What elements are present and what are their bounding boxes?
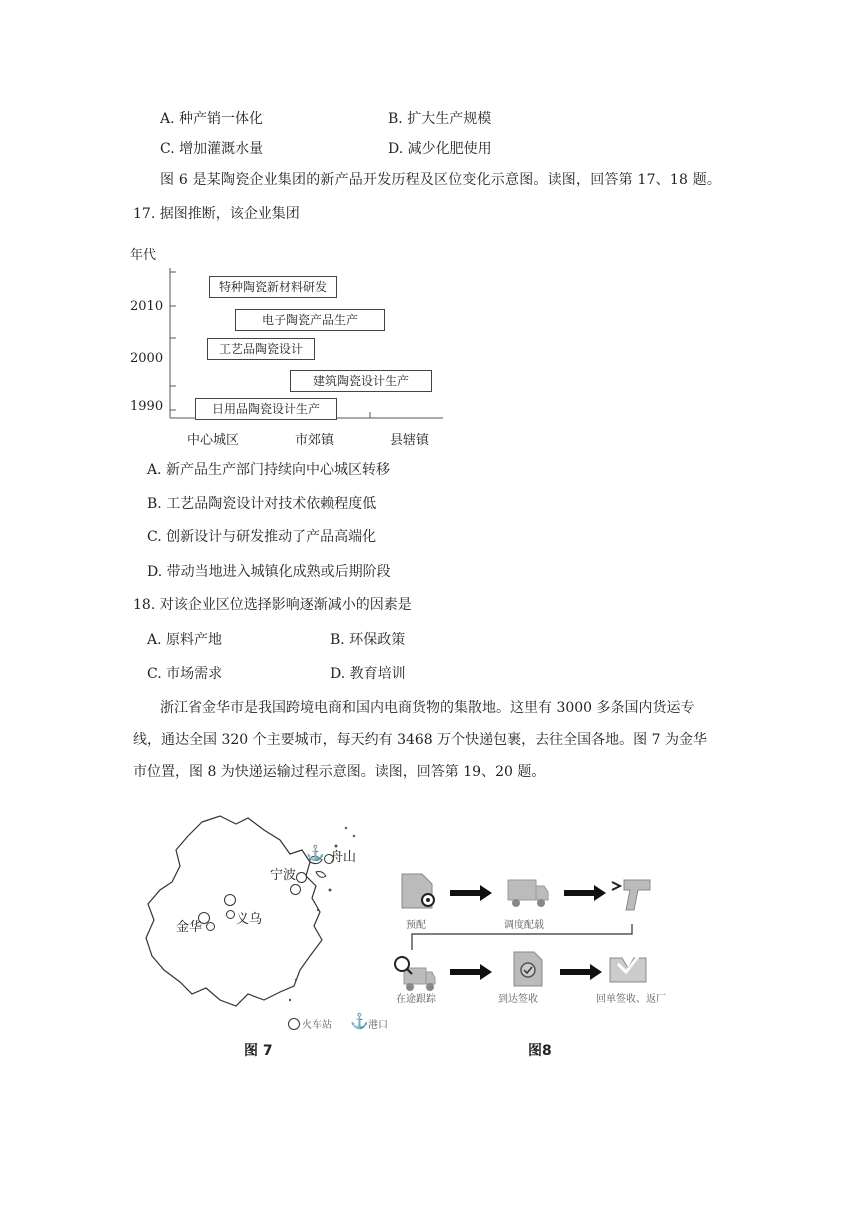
x-tick-center: 中心城区 — [187, 433, 240, 448]
step-arrival-label: 到达签收 — [498, 994, 538, 1005]
bar-electronic-ceramics: 电子陶瓷产品生产 — [235, 309, 385, 331]
ningbo-station-icon — [296, 872, 307, 883]
bar-special-ceramics: 特种陶瓷新材料研发 — [209, 276, 337, 298]
barcode-scanner-icon — [610, 874, 654, 914]
flow-connector-line — [410, 922, 640, 952]
legend-station-icon — [288, 1018, 300, 1030]
step-return-label: 回单签收、返厂 — [596, 994, 666, 1005]
legend-station-label: 火车站 — [302, 1020, 332, 1031]
signed-document-icon — [512, 950, 546, 990]
jinhua-marker — [206, 922, 215, 931]
q16-option-b: B. 扩大生产规模 — [388, 111, 492, 127]
q17-option-c: C. 创新设计与研发推动了产品高端化 — [147, 529, 377, 545]
arrow-right-icon — [450, 885, 494, 901]
step-tracking-label: 在途跟踪 — [396, 994, 436, 1005]
label-jinhua: 金华 — [176, 920, 203, 935]
x-tick-suburb: 市郊镇 — [295, 433, 335, 448]
y-tick-2010: 2010 — [130, 299, 164, 314]
legend-port-label: 港口 — [368, 1020, 388, 1031]
figure-8-process — [388, 860, 708, 1010]
q16-option-d: D. 减少化肥使用 — [388, 141, 492, 157]
arrow-right-icon — [560, 964, 604, 980]
q17-stem: 17. 据图推断，该企业集团 — [133, 206, 300, 222]
tracking-truck-icon — [390, 954, 436, 994]
q18-option-b: B. 环保政策 — [330, 632, 406, 648]
yiwu-station-icon — [224, 894, 236, 906]
figure-7-caption: 图 7 — [244, 1043, 273, 1059]
label-yiwu: 义乌 — [236, 912, 263, 927]
q16-option-a: A. 种产销一体化 — [160, 111, 264, 127]
document-gear-icon — [400, 872, 440, 912]
intro-19-20-line2: 线，通达全国 320 个主要城市，每天约有 3468 万个快递包裹，去往全国各地。图 7 为金华 — [133, 732, 707, 748]
bar-daily-ceramics: 日用品陶瓷设计生产 — [195, 398, 337, 420]
figure-8-caption: 图8 — [528, 1043, 552, 1059]
step-dispatch-label: 调度配载 — [504, 920, 544, 931]
arrow-right-icon — [564, 885, 608, 901]
q17-option-a: A. 新产品生产部门持续向中心城区转移 — [147, 462, 391, 478]
truck-icon — [506, 876, 550, 910]
yiwu-marker — [226, 910, 235, 919]
q18-stem: 18. 对该企业区位选择影响逐渐减小的因素是 — [133, 597, 412, 613]
intro-19-20-line3: 市位置，图 8 为快递运输过程示意图。读图，回答第 19、20 题。 — [133, 764, 546, 780]
q16-option-c: C. 增加灌溉水量 — [160, 141, 264, 157]
q18-option-a: A. 原料产地 — [147, 632, 223, 648]
bar-building-ceramics: 建筑陶瓷设计生产 — [290, 370, 432, 392]
y-axis-title: 年代 — [130, 248, 157, 263]
inbox-check-icon — [608, 952, 648, 986]
y-tick-2000: 2000 — [130, 351, 164, 366]
bar-craft-ceramics: 工艺品陶瓷设计 — [207, 338, 315, 360]
label-ningbo: 宁波 — [270, 868, 297, 883]
q17-option-b: B. 工艺品陶瓷设计对技术依赖程度低 — [147, 496, 377, 512]
q17-option-d: D. 带动当地进入城镇化成熟或后期阶段 — [147, 564, 391, 580]
q18-option-c: C. 市场需求 — [147, 666, 223, 682]
intro-19-20-line1: 浙江省金华市是我国跨境电商和国内电商货物的集散地。这里有 3000 多条国内货运专 — [160, 700, 695, 716]
x-tick-county: 县辖镇 — [390, 433, 430, 448]
port-anchor-icon: ⚓ — [306, 844, 325, 862]
q18-option-d: D. 教育培训 — [330, 666, 406, 682]
intro-17-18: 图 6 是某陶瓷企业集团的新产品开发历程及区位变化示意图。读图，回答第 17、18 题。 — [160, 172, 722, 188]
legend-anchor-icon: ⚓ — [350, 1012, 369, 1030]
figure-6-chart — [125, 240, 455, 455]
arrow-right-icon — [450, 964, 494, 980]
step-preallocation-label: 预配 — [406, 920, 426, 931]
figure-7-map — [140, 810, 400, 1040]
ningbo-marker — [290, 884, 301, 895]
y-tick-1990: 1990 — [130, 399, 164, 414]
label-zhoushan: 舟山 — [330, 850, 357, 865]
